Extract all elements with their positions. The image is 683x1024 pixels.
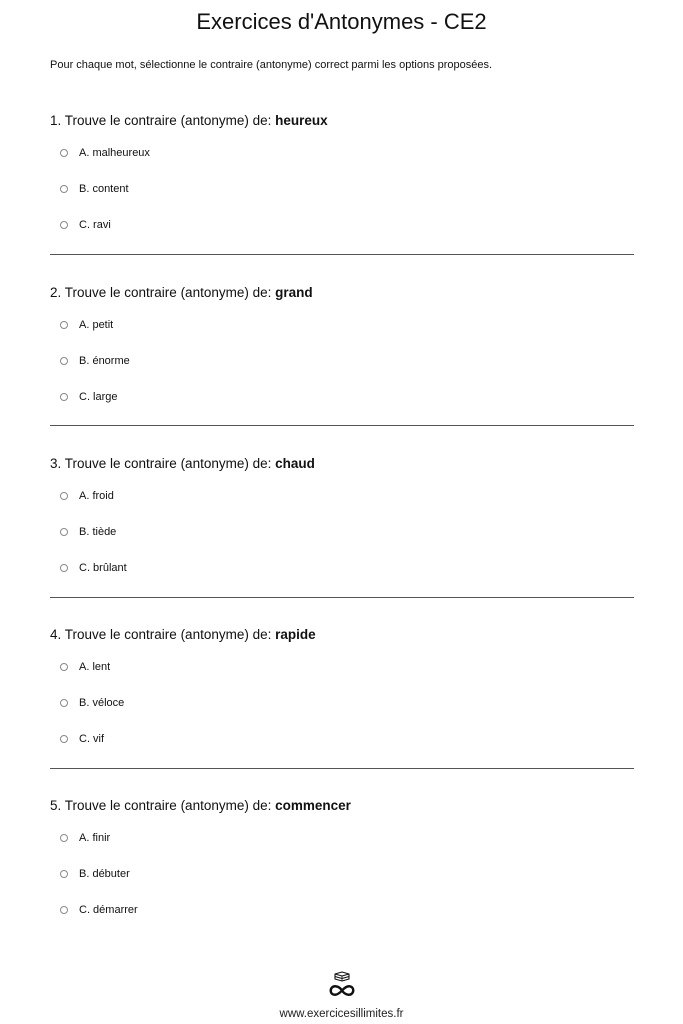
option-a[interactable] bbox=[60, 660, 634, 674]
option-label: B. content bbox=[79, 183, 129, 195]
question-prompt: 1. Trouve le contraire (antonyme) de: bbox=[50, 113, 276, 128]
question-prompt: 4. Trouve le contraire (antonyme) de: bbox=[50, 627, 276, 642]
radio-button[interactable] bbox=[60, 564, 68, 572]
option-label: A. finir bbox=[79, 832, 111, 844]
option-label: C. vif bbox=[79, 733, 105, 745]
option-a[interactable] bbox=[60, 146, 634, 160]
page-title: Exercices d'Antonymes - CE2 bbox=[196, 9, 487, 34]
option-label: C. démarrer bbox=[79, 904, 138, 916]
divider bbox=[50, 768, 634, 769]
radio-button[interactable] bbox=[60, 663, 68, 671]
radio-button[interactable] bbox=[60, 393, 68, 401]
option-c[interactable] bbox=[60, 732, 634, 746]
option-label: C. brûlant bbox=[79, 562, 127, 574]
question-word: commencer bbox=[275, 798, 351, 813]
options-list bbox=[50, 318, 634, 404]
option-label: C. ravi bbox=[79, 219, 111, 231]
question-word: chaud bbox=[275, 456, 315, 471]
option-label: B. énorme bbox=[79, 355, 130, 367]
option-b[interactable] bbox=[60, 867, 634, 881]
option-label: B. tiède bbox=[79, 526, 117, 538]
instructions-text: Pour chaque mot, sélectionne le contraire (antonyme) correct parmi les options proposées. bbox=[50, 59, 493, 71]
question-header bbox=[50, 797, 634, 814]
option-c[interactable] bbox=[60, 561, 634, 575]
question-word: grand bbox=[275, 285, 313, 300]
radio-button[interactable] bbox=[60, 870, 68, 878]
option-label: A. petit bbox=[79, 319, 114, 331]
option-c[interactable] bbox=[60, 390, 634, 404]
option-label: A. lent bbox=[79, 661, 111, 673]
question-2 bbox=[50, 284, 634, 426]
radio-button[interactable] bbox=[60, 185, 68, 193]
radio-button[interactable] bbox=[60, 492, 68, 500]
options-list bbox=[50, 660, 634, 746]
question-header bbox=[50, 455, 634, 472]
options-list bbox=[50, 831, 634, 917]
question-header bbox=[50, 112, 634, 129]
option-label: A. malheureux bbox=[79, 147, 150, 159]
question-prompt: 3. Trouve le contraire (antonyme) de: bbox=[50, 456, 276, 471]
option-b[interactable] bbox=[60, 354, 634, 368]
options-list bbox=[50, 489, 634, 575]
radio-button[interactable] bbox=[60, 735, 68, 743]
question-3 bbox=[50, 455, 634, 597]
question-4 bbox=[50, 626, 634, 768]
option-a[interactable] bbox=[60, 489, 634, 503]
radio-button[interactable] bbox=[60, 221, 68, 229]
option-c[interactable] bbox=[60, 218, 634, 232]
question-word: heureux bbox=[275, 113, 328, 128]
question-1 bbox=[50, 112, 634, 254]
options-list bbox=[50, 146, 634, 232]
radio-button[interactable] bbox=[60, 834, 68, 842]
infinity-book-icon bbox=[325, 971, 359, 999]
option-label: C. large bbox=[79, 391, 118, 403]
option-c[interactable] bbox=[60, 903, 634, 917]
option-label: A. froid bbox=[79, 490, 114, 502]
divider bbox=[50, 597, 634, 598]
divider bbox=[50, 425, 634, 426]
option-b[interactable] bbox=[60, 696, 634, 710]
radio-button[interactable] bbox=[60, 357, 68, 365]
question-5 bbox=[50, 797, 634, 939]
option-label: B. débuter bbox=[79, 868, 130, 880]
question-header bbox=[50, 284, 634, 301]
question-word: rapide bbox=[275, 627, 316, 642]
radio-button[interactable] bbox=[60, 699, 68, 707]
radio-button[interactable] bbox=[60, 321, 68, 329]
option-b[interactable] bbox=[60, 182, 634, 196]
option-b[interactable] bbox=[60, 525, 634, 539]
option-label: B. véloce bbox=[79, 697, 125, 709]
footer-url: www.exercicesillimites.fr bbox=[279, 1008, 404, 1020]
question-prompt: 2. Trouve le contraire (antonyme) de: bbox=[50, 285, 276, 300]
divider bbox=[50, 254, 634, 255]
radio-button[interactable] bbox=[60, 528, 68, 536]
question-prompt: 5. Trouve le contraire (antonyme) de: bbox=[50, 798, 276, 813]
option-a[interactable] bbox=[60, 831, 634, 845]
radio-button[interactable] bbox=[60, 906, 68, 914]
question-header bbox=[50, 626, 634, 643]
option-a[interactable] bbox=[60, 318, 634, 332]
radio-button[interactable] bbox=[60, 149, 68, 157]
